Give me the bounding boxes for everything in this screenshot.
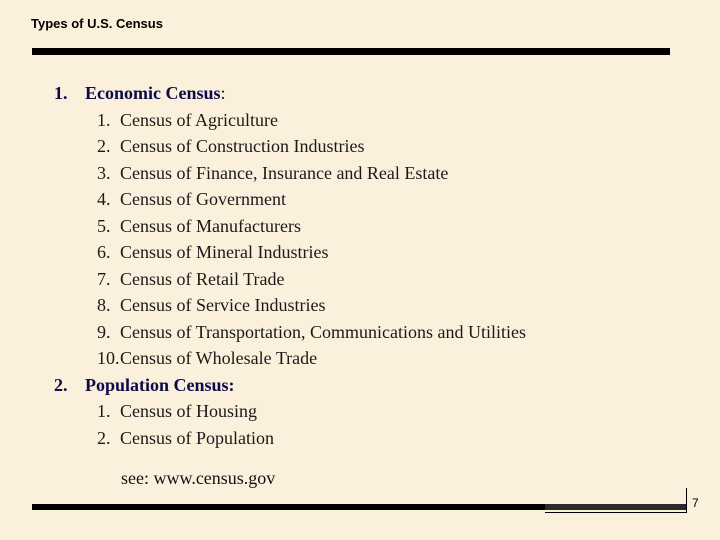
item-number: 6. <box>97 242 111 262</box>
item-text: Census of Retail Trade <box>120 268 285 289</box>
item-text: Census of Government <box>120 189 286 209</box>
item-text: Census of Mineral Industries <box>120 242 329 262</box>
item-number: 4. <box>97 189 111 209</box>
item-text: Census of Manufacturers <box>120 215 301 236</box>
list-item <box>54 425 674 452</box>
list-item <box>54 266 674 293</box>
item-number: 7. <box>97 268 111 289</box>
list-item <box>54 160 674 187</box>
list-item <box>54 186 674 213</box>
item-text: Census of Population <box>120 427 275 448</box>
list-item <box>54 319 674 346</box>
page-number-rule <box>686 488 687 513</box>
section-heading-population <box>54 372 674 399</box>
item-number: 2. <box>97 136 111 156</box>
item-number: 10. <box>97 348 120 368</box>
item-number: 2. <box>97 427 111 448</box>
list-item <box>54 345 674 372</box>
bottom-divider-accent <box>545 504 686 510</box>
list-item <box>54 239 674 266</box>
item-number: 5. <box>97 215 111 236</box>
item-number: 1. <box>97 401 111 421</box>
item-number: 8. <box>97 295 111 315</box>
item-text: Census of Wholesale Trade <box>120 348 318 368</box>
list-item <box>54 213 674 240</box>
item-text: Census of Service Industries <box>120 295 326 315</box>
section-number: 1. <box>54 83 68 103</box>
item-text: Census of Construction Industries <box>120 136 365 156</box>
section-colon: : <box>228 374 235 395</box>
section-heading-economic <box>54 80 674 107</box>
section-number: 2. <box>54 374 68 395</box>
bottom-thin-rule <box>545 512 686 513</box>
item-text: Census of Transportation, Communications and Utilities <box>120 321 526 342</box>
list-item <box>54 398 674 425</box>
slide-header-title: Types of U.S. Census <box>31 16 163 31</box>
section-colon: : <box>220 83 226 103</box>
item-number: 3. <box>97 162 111 183</box>
see-reference-text: see: www.census.gov <box>121 468 276 488</box>
list-item <box>54 133 674 160</box>
item-number: 1. <box>97 109 111 130</box>
page-number: 7 <box>692 496 699 510</box>
section-title: Population Census <box>85 374 229 395</box>
list-item <box>54 107 674 134</box>
item-number: 9. <box>97 321 111 342</box>
census-list <box>54 80 674 451</box>
top-divider-bar <box>32 48 670 55</box>
section-title: Economic Census <box>85 83 221 103</box>
list-item <box>54 292 674 319</box>
item-text: Census of Housing <box>120 401 258 421</box>
item-text: Census of Agriculture <box>120 109 278 130</box>
item-text: Census of Finance, Insurance and Real Estate <box>120 162 449 183</box>
